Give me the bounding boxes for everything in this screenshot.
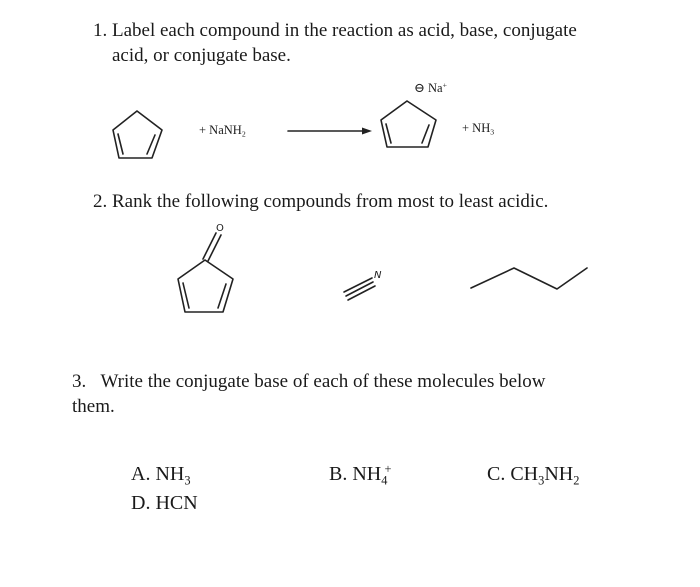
q3-number: 3. (72, 371, 87, 392)
q3-text (72, 369, 546, 395)
counterion-charge: + (442, 80, 447, 90)
q1-text-line1: Label each compound in the reaction as acid, base, conjugate (112, 20, 577, 41)
propane-structure (471, 268, 587, 289)
reagent-label: + NaNH (199, 123, 242, 137)
q2-text-line: Rank the following compounds from most to least acidic. (112, 191, 549, 212)
counterion-label: Na (428, 81, 443, 95)
molecule-b (329, 463, 391, 486)
molecule-a-subscript: 3 (184, 473, 191, 488)
q3-text-line2: them. (72, 396, 115, 417)
molecule-c-mid: NH (544, 463, 574, 485)
molecule-a (131, 463, 191, 486)
molecule-a-label: A. NH (131, 463, 185, 485)
molecule-c (487, 463, 579, 486)
q2-number: 2. (93, 191, 108, 212)
molecule-c-subscript-1: 3 (538, 473, 545, 488)
molecule-b-charge: + (384, 461, 392, 476)
nitrogen-label: N (374, 270, 382, 281)
molecule-d: D. HCN (131, 492, 198, 514)
anion-charge-icon: ⊖ (414, 80, 425, 95)
byproduct-label: + NH (462, 121, 491, 135)
molecule-c-label: C. CH (487, 463, 539, 485)
fulvenone-structure (178, 233, 233, 312)
byproduct-subscript: 3 (490, 127, 495, 137)
q1-text-line2: acid, or conjugate base. (112, 45, 291, 66)
molecule-b-label: B. NH (329, 463, 382, 485)
oxygen-label: O (216, 223, 224, 234)
q3-text-line1: Write the conjugate base of each of these molecules below (100, 371, 546, 392)
molecule-b-subscript: 4 (381, 473, 388, 488)
molecule-c-subscript-2: 2 (573, 473, 580, 488)
q1-number: 1. (93, 20, 108, 41)
nitrile-structure (344, 278, 375, 300)
reagent-subscript: 2 (241, 129, 246, 139)
